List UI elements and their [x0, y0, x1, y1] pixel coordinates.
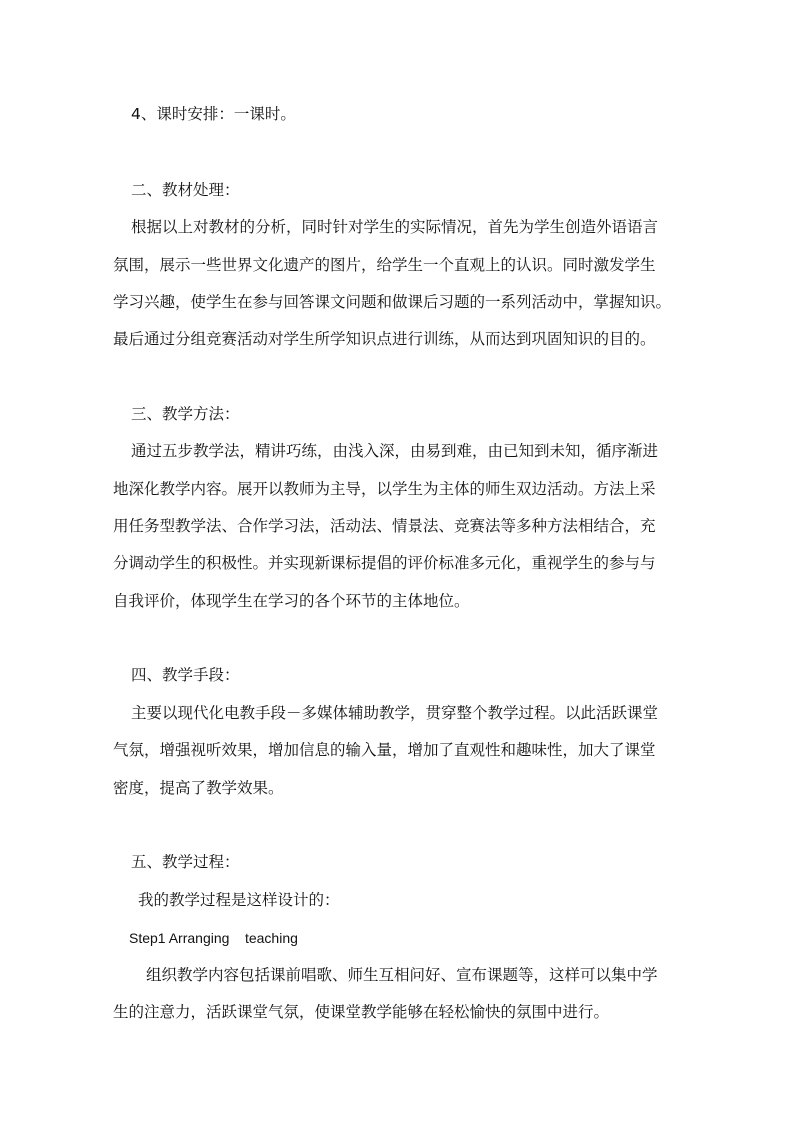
paragraph-line: 气氛，增强视听效果，增加信息的输入量，增加了直观性和趣味性，加大了课堂	[113, 741, 656, 759]
section-heading-means: 四、教学手段：	[131, 666, 240, 684]
process-intro: 我的教学过程是这样设计的：	[138, 891, 340, 909]
paragraph-line: 组织教学内容包括课前唱歌、师生互相问好、宣布课题等，这样可以集中学	[146, 966, 658, 984]
section-heading-methods: 三、教学方法：	[131, 405, 240, 423]
paragraph-line: 最后通过分组竞赛活动对学生所学知识点进行训练，从而达到巩固知识的目的。	[113, 330, 656, 348]
class-hours-line: 4、课时安排：一课时。	[131, 105, 296, 123]
paragraph-line: 通过五步教学法，精讲巧练，由浅入深，由易到难，由已知到未知，循序渐进	[131, 442, 659, 460]
section-heading-process: 五、教学过程：	[131, 853, 240, 871]
paragraph-line: 用任务型教学法、合作学习法，活动法、情景法、竞赛法等多种方法相结合，充	[113, 517, 656, 535]
step1-title: Step1 Arranging teaching	[129, 930, 298, 946]
section-heading-materials: 二、教材处理：	[131, 181, 240, 199]
paragraph-line: 自我评价，体现学生在学习的各个环节的主体地位。	[113, 592, 470, 610]
paragraph-line: 氛围，展示一些世界文化遗产的图片，给学生一个直观上的认识。同时激发学生	[113, 256, 656, 274]
paragraph-line: 根据以上对教材的分析，同时针对学生的实际情况，首先为学生创造外语语言	[131, 218, 659, 236]
paragraph-line: 地深化教学内容。展开以教师为主导，以学生为主体的师生双边活动。方法上采	[113, 480, 656, 498]
paragraph-line: 密度，提高了教学效果。	[113, 779, 284, 797]
paragraph-line: 学习兴趣，使学生在参与回答课文问题和做课后习题的一系列活动中，掌握知识。	[113, 293, 672, 311]
paragraph-line: 分调动学生的积极性。并实现新课标提倡的评价标准多元化，重视学生的参与与	[113, 554, 656, 572]
paragraph-line: 生的注意力，活跃课堂气氛，使课堂教学能够在轻松愉快的氛围中进行。	[113, 1003, 610, 1021]
paragraph-line: 主要以现代化电教手段－多媒体辅助教学，贯穿整个教学过程。以此活跃课堂	[131, 704, 659, 722]
